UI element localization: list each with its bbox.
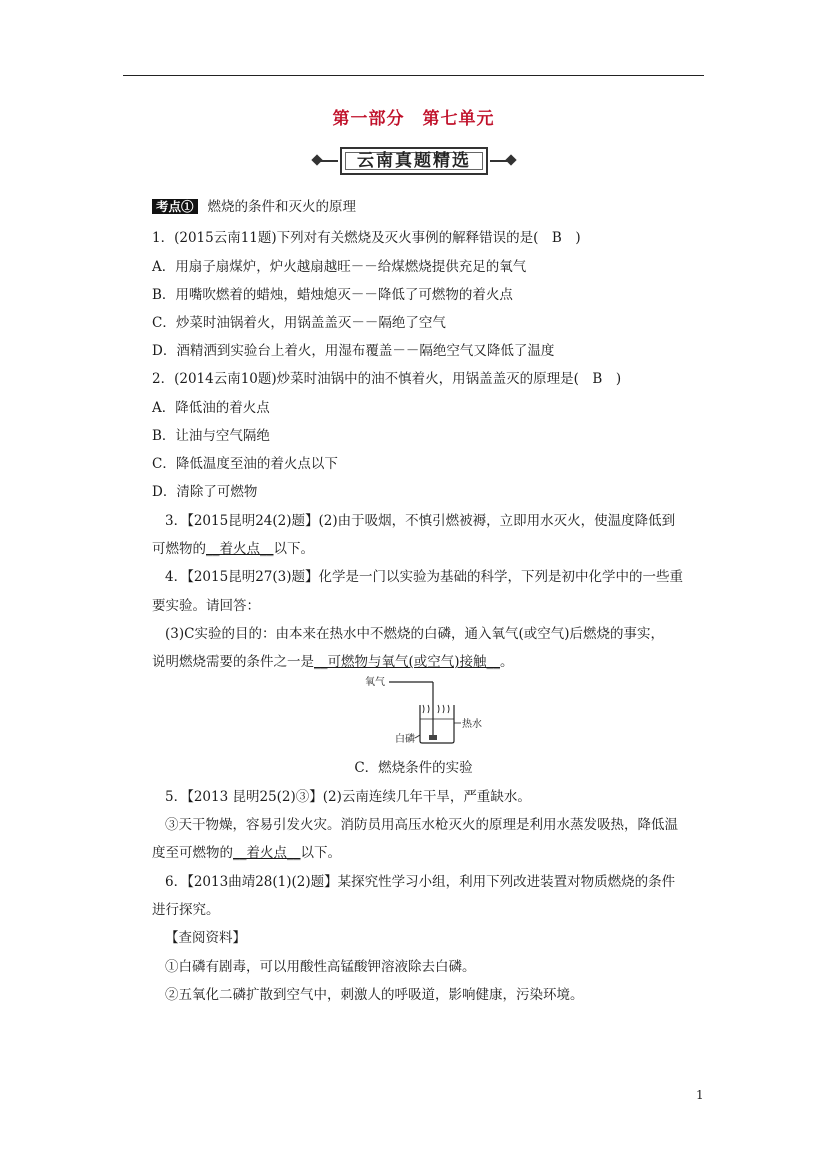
header-rule <box>123 75 704 76</box>
q2-option-a: A．降低油的着火点 <box>152 400 270 416</box>
banner-title: 云南真题精选 <box>357 151 471 171</box>
q4-answer: __可燃物与氧气(或空气)接触__ <box>314 654 501 670</box>
q1-option-c: C．炒菜时油锅着火，用锅盖盖灭－－隔绝了空气 <box>152 315 446 331</box>
q3-stem: 3．【2015昆明24(2)题】(2)由于吸烟，不慎引燃被褥，立即用水灭火，使温度降低到 <box>165 513 676 529</box>
q6-reference-2: ②五氧化二磷扩散到空气中，刺激人的呼吸道，影响健康，污染环境。 <box>165 987 584 1003</box>
section-heading <box>152 195 356 215</box>
q1-option-d: D．酒精洒到实验台上着火，用湿布覆盖－－隔绝空气又降低了温度 <box>152 343 555 359</box>
label-hot-water: 热水 <box>462 719 482 730</box>
q3-pre: 可燃物的 <box>152 541 206 557</box>
section-banner <box>313 146 515 178</box>
q4-sub3: (3)C实验的目的：由本来在热水中不燃烧的白磷，通入氧气(或空气)后燃烧的事实， <box>165 626 664 642</box>
banner-left-wing <box>316 160 338 162</box>
banner-right-diamond <box>505 154 516 165</box>
q5-answer: __着火点__ <box>233 845 301 861</box>
q4-stem: 4．【2015昆明27(3)题】化学是一门以实验为基础的科学，下列是初中化学中的一些重 <box>165 569 683 585</box>
page-number: 1 <box>696 1088 704 1102</box>
q5-pre: 度至可燃物的 <box>152 845 233 861</box>
q1-stem: 1．(2015云南11题)下列对有关燃烧及灭火事例的解释错误的是( B ) <box>152 230 581 246</box>
q3-post: 以下。 <box>273 541 314 557</box>
q5-sub3: ③天干物燥，容易引发火灾。消防员用高压水枪灭火的原理是利用水蒸发吸热，降低温 <box>165 817 678 833</box>
figure-caption: C．燃烧条件的实验 <box>354 760 473 776</box>
q4-pre: 说明燃烧需要的条件之一是 <box>152 654 314 670</box>
q3-answer-line <box>152 537 314 557</box>
q5-post: 以下。 <box>300 845 341 861</box>
combustion-apparatus-figure <box>363 675 498 745</box>
q2-stem: 2．(2014云南10题)炒菜时油锅中的油不慎着火，用锅盖盖灭的原理是( B ) <box>152 371 622 387</box>
phosphorus-lump <box>429 735 437 740</box>
q1-option-a: A．用扇子扇煤炉，炉火越扇越旺－－给煤燃烧提供充足的氧气 <box>152 259 527 275</box>
steam-marks <box>423 705 449 713</box>
q6-stem: 6．【2013曲靖28(1)(2)题】某探究性学习小组，利用下列改进装置对物质燃烧的条件 <box>165 874 676 890</box>
label-oxygen: 氧气 <box>365 677 385 688</box>
q5-stem: 5．【2013 昆明25(2)③】(2)云南连续几年干旱，严重缺水。 <box>165 789 531 805</box>
label-white-phosphorus: 白磷 <box>395 734 415 745</box>
apparatus-drawing <box>363 675 498 745</box>
q4-post: 。 <box>500 654 514 670</box>
q1-option-b: B．用嘴吹燃着的蜡烛，蜡烛熄灭－－降低了可燃物的着火点 <box>152 287 513 303</box>
q2-option-b: B．让油与空气隔绝 <box>152 428 270 444</box>
q5-answer-line <box>152 841 341 861</box>
topic-title: 燃烧的条件和灭火的原理 <box>207 199 357 215</box>
q6-reference-1: ①白磷有剧毒，可以用酸性高锰酸钾溶液除去白磷。 <box>165 959 476 975</box>
q4-stem-cont: 要实验。请回答： <box>152 598 260 614</box>
q2-option-c: C．降低温度至油的着火点以下 <box>152 456 338 472</box>
q6-stem-cont: 进行探究。 <box>152 902 220 918</box>
q4-answer-line <box>152 650 514 670</box>
q3-answer: __着火点__ <box>206 541 274 557</box>
q6-reference-heading: 【查阅资料】 <box>165 930 246 946</box>
topic-tag: 考点① <box>152 199 198 214</box>
q2-option-d: D．清除了可燃物 <box>152 484 258 500</box>
page-title: 第一部分 第七单元 <box>332 109 495 129</box>
